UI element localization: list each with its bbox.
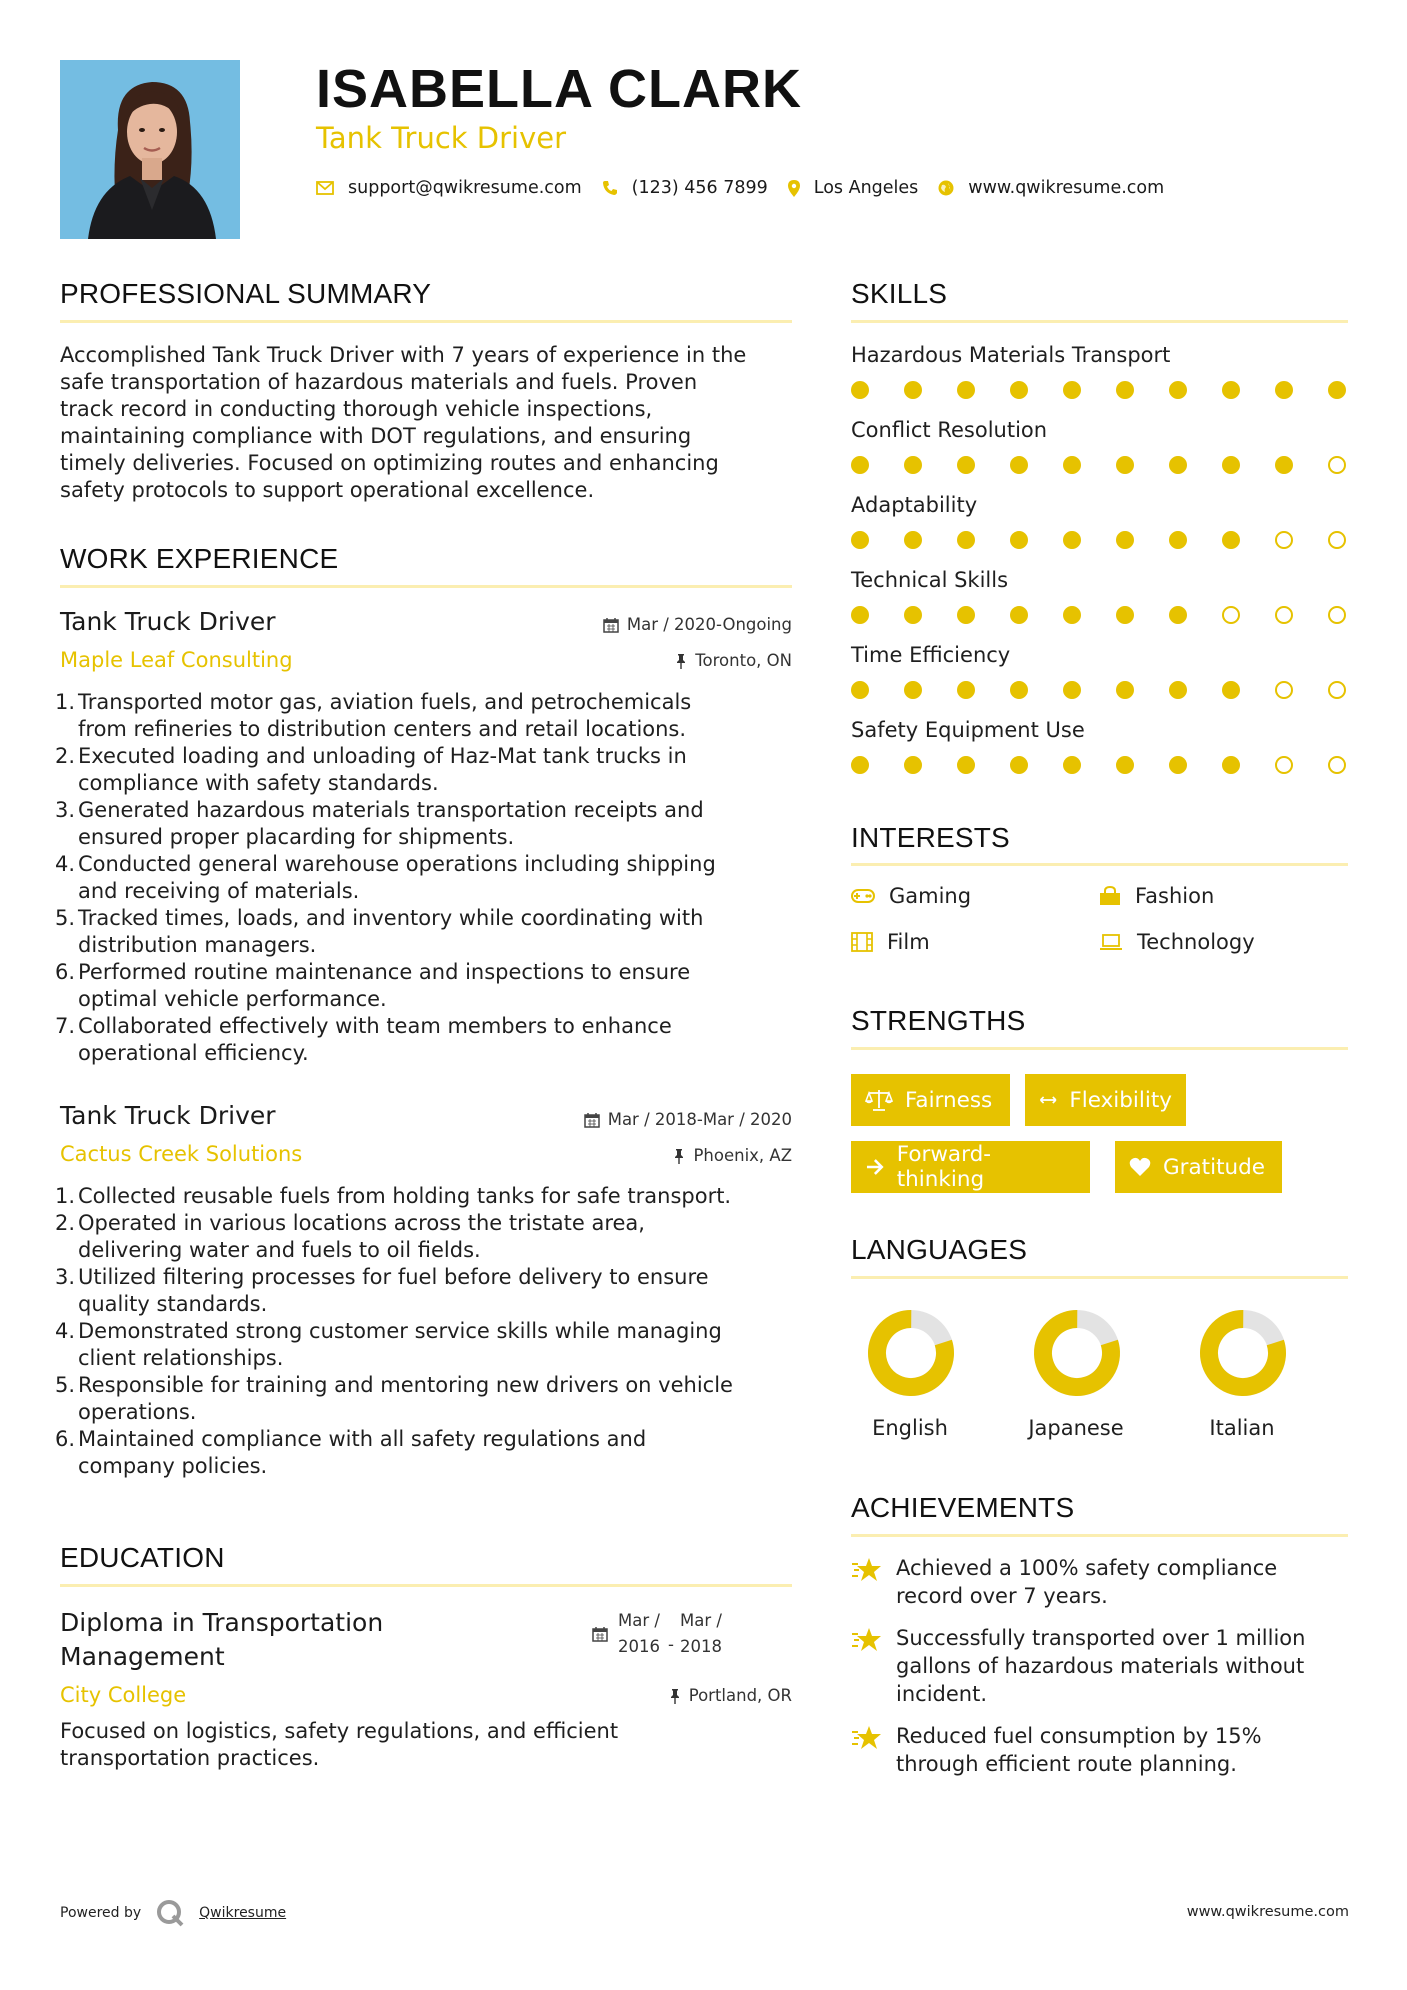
email-text: support@qwikresume.com xyxy=(348,178,582,198)
skill-dot-filled xyxy=(904,531,922,549)
list-item: Conducted general warehouse operations including shipping and receiving of materials. xyxy=(78,852,716,903)
trophy-star-icon xyxy=(851,1626,883,1654)
powered-by-text: Powered by xyxy=(60,1905,142,1921)
summary-line: safe transportation of hazardous materials and fuels. Proven xyxy=(60,370,698,394)
language-label: English xyxy=(872,1416,948,1440)
job-title: Tank Truck Driver xyxy=(60,1101,276,1130)
skill-dot-empty xyxy=(1275,606,1293,624)
skill-dot-filled xyxy=(1063,606,1081,624)
strength-tag: Forward-thinking xyxy=(851,1141,1090,1193)
pushpin-icon xyxy=(669,1688,681,1704)
list-item: Tracked times, loads, and inventory while coordinating with distribution managers. xyxy=(78,906,704,957)
job-dates-text: Mar / 2020-Ongoing xyxy=(626,615,792,634)
skill-dot-filled xyxy=(1222,531,1240,549)
skill-dot-filled xyxy=(1275,456,1293,474)
skill-dot-filled xyxy=(851,756,869,774)
skill-name: Hazardous Materials Transport xyxy=(851,343,1171,367)
phone-text: (123) 456 7899 xyxy=(631,178,768,198)
skill-dot-filled xyxy=(1328,381,1346,399)
envelope-icon xyxy=(316,181,334,195)
skill-dot-filled xyxy=(1169,681,1187,699)
skill-dot-filled xyxy=(1063,756,1081,774)
job-location-text: Toronto, ON xyxy=(695,651,792,670)
pushpin-icon xyxy=(673,1148,685,1164)
summary-heading: PROFESSIONAL SUMMARY xyxy=(60,278,432,309)
contact-website[interactable] xyxy=(938,178,1164,198)
skill-dot-filled xyxy=(957,381,975,399)
skill-name: Technical Skills xyxy=(851,568,1009,592)
arrow-right-icon xyxy=(865,1158,885,1176)
skill-dot-filled xyxy=(957,606,975,624)
language-rings xyxy=(851,1305,1348,1405)
skill-dot-filled xyxy=(1116,606,1134,624)
interest-item: Fashion xyxy=(1099,884,1214,908)
pushpin-icon xyxy=(675,653,687,669)
interest-item: Technology xyxy=(1099,930,1255,954)
location-text: Los Angeles xyxy=(813,178,919,198)
skill-dot-empty xyxy=(1275,531,1293,549)
candidate-name: ISABELLA CLARK xyxy=(316,59,802,119)
skill-name: Adaptability xyxy=(851,493,978,517)
skill-dot-filled xyxy=(851,456,869,474)
skill-dot-filled xyxy=(1010,681,1028,699)
skill-dot-filled xyxy=(1169,381,1187,399)
skill-dot-filled xyxy=(1010,456,1028,474)
education-dates xyxy=(592,1608,722,1660)
arrows-horizontal-icon xyxy=(1039,1093,1057,1107)
skill-rating xyxy=(851,606,1351,628)
summary-line: timely deliveries. Focused on optimizing routes and enhancing xyxy=(60,451,719,475)
contact-email[interactable] xyxy=(316,178,582,198)
skill-dot-filled xyxy=(957,531,975,549)
skill-dot-filled xyxy=(1222,681,1240,699)
balance-scale-icon xyxy=(865,1089,893,1111)
contact-bar xyxy=(316,178,1184,198)
heart-icon xyxy=(1129,1157,1151,1177)
skill-name: Safety Equipment Use xyxy=(851,718,1085,742)
education-location xyxy=(669,1686,792,1705)
date-separator: - xyxy=(668,1634,674,1654)
qwikresume-link[interactable]: Qwikresume xyxy=(199,1905,287,1921)
list-item: Transported motor gas, aviation fuels, and petrochemicals from refineries to distribution centers and retail locations. xyxy=(78,690,692,741)
achievement-item: Successfully transported over 1 million gallons of hazardous materials without incident. xyxy=(896,1626,1306,1706)
skill-dot-filled xyxy=(904,756,922,774)
skill-dot-filled xyxy=(1169,756,1187,774)
interests-heading: INTERESTS xyxy=(851,822,1010,853)
gamepad-icon xyxy=(851,889,875,903)
list-item: Utilized filtering processes for fuel before delivery to ensure quality standards. xyxy=(78,1265,709,1316)
skill-rating xyxy=(851,456,1351,478)
languages-heading: LANGUAGES xyxy=(851,1234,1028,1265)
job-location xyxy=(673,1146,792,1165)
job-dates xyxy=(603,615,792,634)
experience-divider xyxy=(60,585,792,588)
powered-by xyxy=(60,1898,286,1928)
skill-dot-filled xyxy=(1116,531,1134,549)
skill-rating xyxy=(851,681,1351,703)
list-item: Generated hazardous materials transportation receipts and ensured proper placarding for shipments. xyxy=(78,798,704,849)
skill-rating xyxy=(851,756,1351,778)
skill-dot-empty xyxy=(1328,531,1346,549)
education-description: Focused on logistics, safety regulations, and efficient transportation practices. xyxy=(60,1719,619,1770)
skill-dot-filled xyxy=(1010,756,1028,774)
skill-dot-filled xyxy=(904,381,922,399)
achievements-heading: ACHIEVEMENTS xyxy=(851,1492,1075,1523)
skill-dot-filled xyxy=(1063,531,1081,549)
skill-name: Time Efficiency xyxy=(851,643,1011,667)
strengths-divider xyxy=(851,1047,1348,1050)
skill-dot-empty xyxy=(1275,756,1293,774)
education-location-text: Portland, OR xyxy=(688,1686,792,1705)
skill-dot-empty xyxy=(1275,681,1293,699)
skill-dot-filled xyxy=(1222,756,1240,774)
skill-dot-filled xyxy=(1116,681,1134,699)
skills-heading: SKILLS xyxy=(851,278,948,309)
strength-tag: Fairness xyxy=(851,1074,1010,1126)
skill-dot-filled xyxy=(851,681,869,699)
summary-text xyxy=(60,342,792,504)
skill-dot-filled xyxy=(1010,531,1028,549)
achievement-item: Achieved a 100% safety compliance record over 7 years. xyxy=(896,1556,1278,1608)
skill-dot-filled xyxy=(1116,756,1134,774)
skill-dot-filled xyxy=(1169,531,1187,549)
skill-dot-filled xyxy=(1116,381,1134,399)
job-location-text: Phoenix, AZ xyxy=(693,1146,792,1165)
job-company: Cactus Creek Solutions xyxy=(60,1142,303,1166)
achievements-divider xyxy=(851,1534,1348,1537)
strengths-heading: STRENGTHS xyxy=(851,1005,1026,1036)
summary-line: safety protocols to support operational excellence. xyxy=(60,478,595,502)
skill-dot-filled xyxy=(957,456,975,474)
summary-divider xyxy=(60,320,792,323)
school-name: City College xyxy=(60,1683,187,1707)
interest-item: Film xyxy=(851,930,930,954)
skill-dot-filled xyxy=(1169,456,1187,474)
summary-line: Accomplished Tank Truck Driver with 7 years of experience in the xyxy=(60,343,747,367)
skill-rating xyxy=(851,531,1351,553)
skill-dot-filled xyxy=(1010,606,1028,624)
qwikresume-logo-icon xyxy=(155,1898,185,1928)
education-divider xyxy=(60,1584,792,1587)
skill-dot-filled xyxy=(1169,606,1187,624)
skill-dot-filled xyxy=(904,681,922,699)
skill-name: Conflict Resolution xyxy=(851,418,1048,442)
skill-dot-filled xyxy=(851,606,869,624)
skill-dot-filled xyxy=(904,456,922,474)
contact-phone[interactable] xyxy=(602,178,768,198)
profile-photo xyxy=(60,60,240,239)
shopping-bag-icon xyxy=(1099,886,1121,906)
skill-dot-empty xyxy=(1328,681,1346,699)
interest-item: Gaming xyxy=(851,884,971,908)
footer-website[interactable]: www.qwikresume.com xyxy=(1186,1904,1349,1920)
skill-dot-filled xyxy=(1063,681,1081,699)
skill-dot-empty xyxy=(1328,756,1346,774)
contact-location xyxy=(788,178,919,198)
skill-dot-filled xyxy=(1116,456,1134,474)
degree-title: Diploma in Transportation Management xyxy=(60,1608,384,1671)
strength-tag: Flexibility xyxy=(1025,1074,1186,1126)
skill-dot-filled xyxy=(851,531,869,549)
skill-dot-filled xyxy=(1222,381,1240,399)
skill-dot-filled xyxy=(1063,456,1081,474)
film-icon xyxy=(851,932,873,952)
skill-dot-empty xyxy=(1328,456,1346,474)
achievement-item: Reduced fuel consumption by 15% through efficient route planning. xyxy=(896,1724,1262,1776)
skill-dot-filled xyxy=(1063,381,1081,399)
list-item: Demonstrated strong customer service skills while managing client relationships. xyxy=(78,1319,722,1370)
skill-dot-filled xyxy=(957,756,975,774)
start-date: Mar / 2016 xyxy=(618,1611,660,1656)
list-item: Collaborated effectively with team members to enhance operational efficiency. xyxy=(78,1014,672,1065)
list-item: Responsible for training and mentoring new drivers on vehicle operations. xyxy=(78,1373,733,1424)
candidate-title: Tank Truck Driver xyxy=(316,121,567,155)
end-date: Mar / 2018 xyxy=(679,1611,722,1656)
job-dates xyxy=(584,1110,792,1129)
job-bullets xyxy=(76,689,792,1067)
job-title: Tank Truck Driver xyxy=(60,607,276,636)
job-bullets xyxy=(76,1183,792,1480)
list-item: Executed loading and unloading of Haz-Mat tank trucks in compliance with safety standards. xyxy=(78,744,687,795)
language-label: Italian xyxy=(1209,1416,1275,1440)
skill-rating xyxy=(851,381,1351,403)
strength-tag: Gratitude xyxy=(1115,1141,1282,1193)
skill-dot-empty xyxy=(1328,606,1346,624)
skill-dot-filled xyxy=(904,606,922,624)
summary-line: maintaining compliance with DOT regulations, and ensuring xyxy=(60,424,692,448)
calendar-icon xyxy=(592,1626,608,1642)
job-dates-text: Mar / 2018-Mar / 2020 xyxy=(607,1110,792,1129)
skill-dot-filled xyxy=(957,681,975,699)
calendar-icon xyxy=(584,1112,600,1128)
skill-dot-filled xyxy=(1275,381,1293,399)
job-company: Maple Leaf Consulting xyxy=(60,648,293,672)
skill-dot-filled xyxy=(851,381,869,399)
list-item: Collected reusable fuels from holding tanks for safe transport. xyxy=(78,1184,732,1208)
list-item: Maintained compliance with all safety regulations and company policies. xyxy=(78,1427,647,1478)
skills-divider xyxy=(851,320,1348,323)
skill-dot-filled xyxy=(1222,456,1240,474)
map-pin-icon xyxy=(788,180,800,197)
skill-dot-empty xyxy=(1222,606,1240,624)
trophy-star-icon xyxy=(851,1724,883,1752)
trophy-star-icon xyxy=(851,1556,883,1584)
education-heading: EDUCATION xyxy=(60,1542,225,1573)
globe-icon xyxy=(938,180,954,196)
languages-divider xyxy=(851,1276,1348,1279)
website-text: www.qwikresume.com xyxy=(968,178,1165,198)
list-item: Operated in various locations across the tristate area, delivering water and fuels to oil fields. xyxy=(78,1211,645,1262)
skill-dot-filled xyxy=(1010,381,1028,399)
summary-line: track record in conducting thorough vehicle inspections, xyxy=(60,397,653,421)
language-label: Japanese xyxy=(1028,1416,1124,1440)
experience-heading: WORK EXPERIENCE xyxy=(60,543,339,574)
list-item: Performed routine maintenance and inspections to ensure optimal vehicle performance. xyxy=(78,960,691,1011)
phone-icon xyxy=(602,180,618,196)
job-location xyxy=(675,651,792,670)
laptop-icon xyxy=(1099,934,1123,950)
interests-divider xyxy=(851,863,1348,866)
calendar-icon xyxy=(603,617,619,633)
